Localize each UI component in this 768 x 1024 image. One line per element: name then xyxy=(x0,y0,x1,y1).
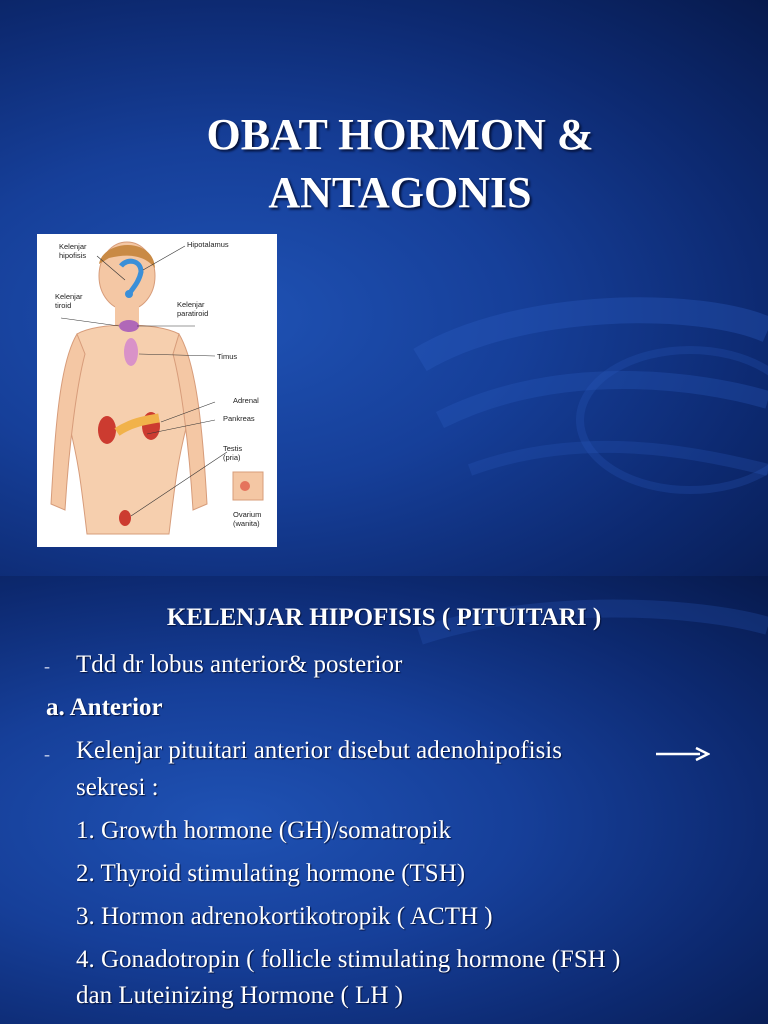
bullet-text: Tdd dr lobus anterior& posterior xyxy=(76,651,403,678)
list-item-acth: 3. Hormon adrenokortikotropik ( ACTH ) xyxy=(76,903,493,930)
slide-title-text xyxy=(120,106,680,222)
label-adrenal: Adrenal xyxy=(233,396,259,405)
list-item-gonadotropin: 4. Gonadotropin ( follicle stimulating hormone (FSH ) xyxy=(76,946,621,973)
label-kelenjar-tiroid: Kelenjar tiroid xyxy=(55,292,83,310)
arrow-right-icon xyxy=(654,746,710,762)
label-kelenjar-paratiroid: Kelenjar paratiroid xyxy=(177,300,209,318)
title-line-1: OBAT HORMON & xyxy=(206,110,594,159)
list-item-gh: 1. Growth hormone (GH)/somatropik xyxy=(76,817,451,844)
label-hipotalamus: Hipotalamus xyxy=(187,240,229,249)
list-item-tsh: 2. Thyroid stimulating hormone (TSH) xyxy=(76,860,466,887)
bullet-text-continued: sekresi : xyxy=(76,774,159,801)
label-timus: Timus xyxy=(217,352,238,361)
human-body-figure xyxy=(37,234,277,547)
bullet-marker: - xyxy=(44,744,50,764)
section-title-anterior: a. Anterior xyxy=(46,694,163,721)
slide-heading: KELENJAR HIPOFISIS ( PITUITARI ) xyxy=(166,604,602,631)
slide-hipofisis xyxy=(0,576,768,1024)
endocrine-gland-illustration xyxy=(37,234,277,547)
title-line-2: ANTAGONIS xyxy=(268,168,532,217)
label-ovarium: Ovarium (wanita) xyxy=(233,510,262,528)
list-item-gonadotropin-continued: dan Luteinizing Hormone ( LH ) xyxy=(76,982,403,1009)
bullet-text: Kelenjar pituitari anterior disebut adenohipofisis xyxy=(76,737,562,764)
label-kelenjar-hipofisis: Kelenjar hipofisis xyxy=(59,242,87,260)
label-testis: Testis (pria) xyxy=(223,444,243,462)
bullet-marker: - xyxy=(44,656,50,676)
label-pankreas: Pankreas xyxy=(223,414,255,423)
